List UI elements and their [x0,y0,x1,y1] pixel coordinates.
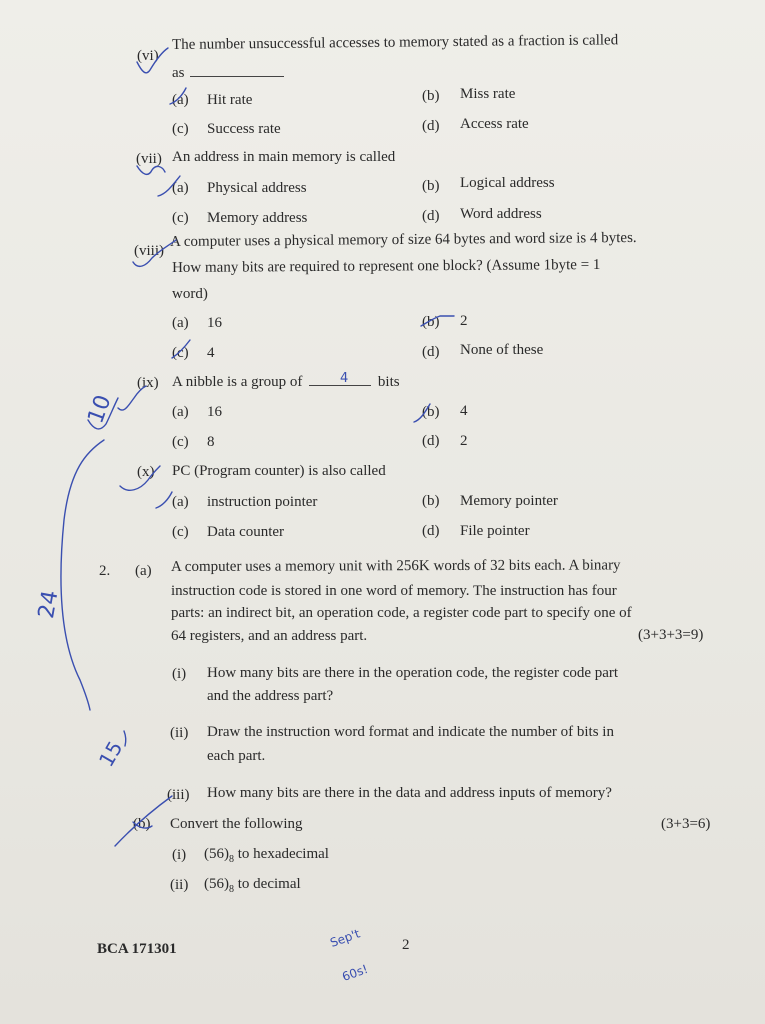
q9-option-c: 8 [207,434,215,450]
q8-text-line1: A computer uses a physical memory of size 64 bytes and word size is 4 bytes. [170,229,637,250]
tick-q6-a [170,88,186,104]
q8-number: (viii) [134,243,164,259]
q8-option-b: 2 [460,313,468,329]
q2a-line4: 64 registers, and an address part. [171,628,368,644]
q10-option-d-label: (d) [422,523,440,539]
q8-option-a-label: (a) [172,315,189,331]
q2a-sub3-text: How many bits are there in the data and address inputs of memory? [207,785,612,801]
q6-option-b: Miss rate [460,86,516,102]
tick-q9-b [414,404,430,422]
q2b-sub1-rest: to hexadecimal [234,846,329,862]
q6-option-b-label: (b) [422,88,440,104]
q10-option-b: Memory pointer [460,493,558,509]
q2b-sub1-base: 8 [229,854,234,865]
q2a-line1: A computer uses a memory unit with 256K words of 32 bits each. A binary [171,557,621,575]
q9-option-a: 16 [207,404,222,420]
q2b-sub1-number: (56) [204,846,229,862]
stroke-q2b [115,796,172,846]
q2b-sub2-label: (ii) [170,877,189,893]
q10-option-d: File pointer [460,523,530,539]
footer-course-code: BCA 171301 [97,941,177,957]
q9-text-before: A nibble is a group of [172,374,303,390]
q6-option-a: Hit rate [207,92,253,108]
q2b-label: (b) [133,816,151,832]
q7-option-b: Logical address [460,175,555,191]
hw-score-10: 10 [83,391,117,427]
tick-q10-a [156,492,172,508]
hw-nibble-answer: 4 [340,371,349,386]
q9-option-d-label: (d) [422,433,440,449]
q2a-sub3-label: (iii) [167,787,190,803]
q2a-marks: (3+3+3=9) [638,627,704,643]
q7-option-b-label: (b) [422,178,440,194]
tick-q7 [137,166,165,174]
q6-option-d: Access rate [460,116,529,132]
q2a-line3: parts: an indirect bit, an operation code, a register code part to specify one of [171,605,632,621]
q10-option-c: Data counter [207,524,285,540]
q6-as: as [172,65,185,81]
footer-page-number: 2 [402,937,410,953]
q2b-sub2-base: 8 [229,884,234,895]
q7-option-d-label: (d) [422,208,440,224]
q2a-line2: instruction code is stored in one word of memory. The instruction has four [171,583,617,599]
hw-note-line2: 60s! [340,961,370,984]
q8-option-d-label: (d) [422,344,440,360]
q8-option-b-label: (b) [422,314,440,330]
tick-q9 [118,386,146,410]
q9-option-c-label: (c) [172,434,189,450]
q8-option-c: 4 [207,345,215,361]
q2-number: 2. [99,563,111,579]
tick-q7-a [158,176,180,196]
tick-q8 [133,240,176,266]
q7-option-a: Physical address [207,180,307,196]
q8-option-c-label: (c) [172,345,189,361]
tick-q6 [137,48,168,73]
q2a-sub2-line2: each part. [207,748,266,764]
tick-q8-c [172,340,190,358]
q2a-sub2-label: (ii) [170,725,189,741]
q10-option-c-label: (c) [172,524,189,540]
stroke-q2a-ii [124,731,126,746]
hw-note-line1: Sep't [328,926,362,950]
q2a-sub2-line1: Draw the instruction word format and indicate the number of bits in [207,724,614,740]
hook-q2b [133,822,152,828]
tick-q10 [120,466,160,490]
q2b-text: Convert the following [170,816,303,832]
q7-text: An address in main memory is called [172,149,396,165]
tick-q8-b [421,316,454,326]
q2b-sub2-rest: to decimal [234,876,301,892]
q7-option-d: Word address [460,206,542,222]
q2b-sub1-label: (i) [172,847,187,863]
q9-option-b-label: (b) [422,404,440,420]
q8-text-line2: How many bits are required to represent one block? (Assume 1byte = 1 [172,257,601,276]
q2a-sub1-line1: How many bits are there in the operation code, the register code part [207,665,619,681]
hw-score-15: 15 [93,736,128,771]
q6-option-a-label: (a) [172,92,189,108]
q6-option-c-label: (c) [172,121,189,137]
q8-option-a: 16 [207,315,222,331]
q9-option-a-label: (a) [172,404,189,420]
q7-option-c: Memory address [207,210,308,226]
q10-number: (x) [137,464,155,480]
q2b-marks: (3+3=6) [661,816,711,832]
q6-text-line1: The number unsuccessful accesses to memory stated as a fraction is called [172,32,619,53]
q7-option-c-label: (c) [172,210,189,226]
hw-score-24: 24 [33,588,64,621]
q8-text-line3: word) [172,286,208,302]
q2b-sub2-number: (56) [204,876,229,892]
q7-option-a-label: (a) [172,180,189,196]
q10-option-a: instruction pointer [207,494,318,510]
q10-option-a-label: (a) [172,494,189,510]
q2a-label: (a) [135,563,152,579]
q10-option-b-label: (b) [422,493,440,509]
q7-number: (vii) [136,151,162,167]
q6-number: (vi) [137,48,159,64]
q9-option-b: 4 [460,403,468,419]
q6-option-c: Success rate [207,121,281,137]
q9-text-after: bits [377,374,400,390]
q2a-sub1-label: (i) [172,666,187,682]
margin-bracket [61,440,104,710]
q10-text: PC (Program counter) is also called [172,463,386,479]
q8-option-d: None of these [460,342,544,358]
q9-number: (ix) [137,375,159,391]
q9-option-d: 2 [460,433,468,449]
q2a-sub1-line2: and the address part? [207,688,334,704]
q6-option-d-label: (d) [422,118,440,134]
